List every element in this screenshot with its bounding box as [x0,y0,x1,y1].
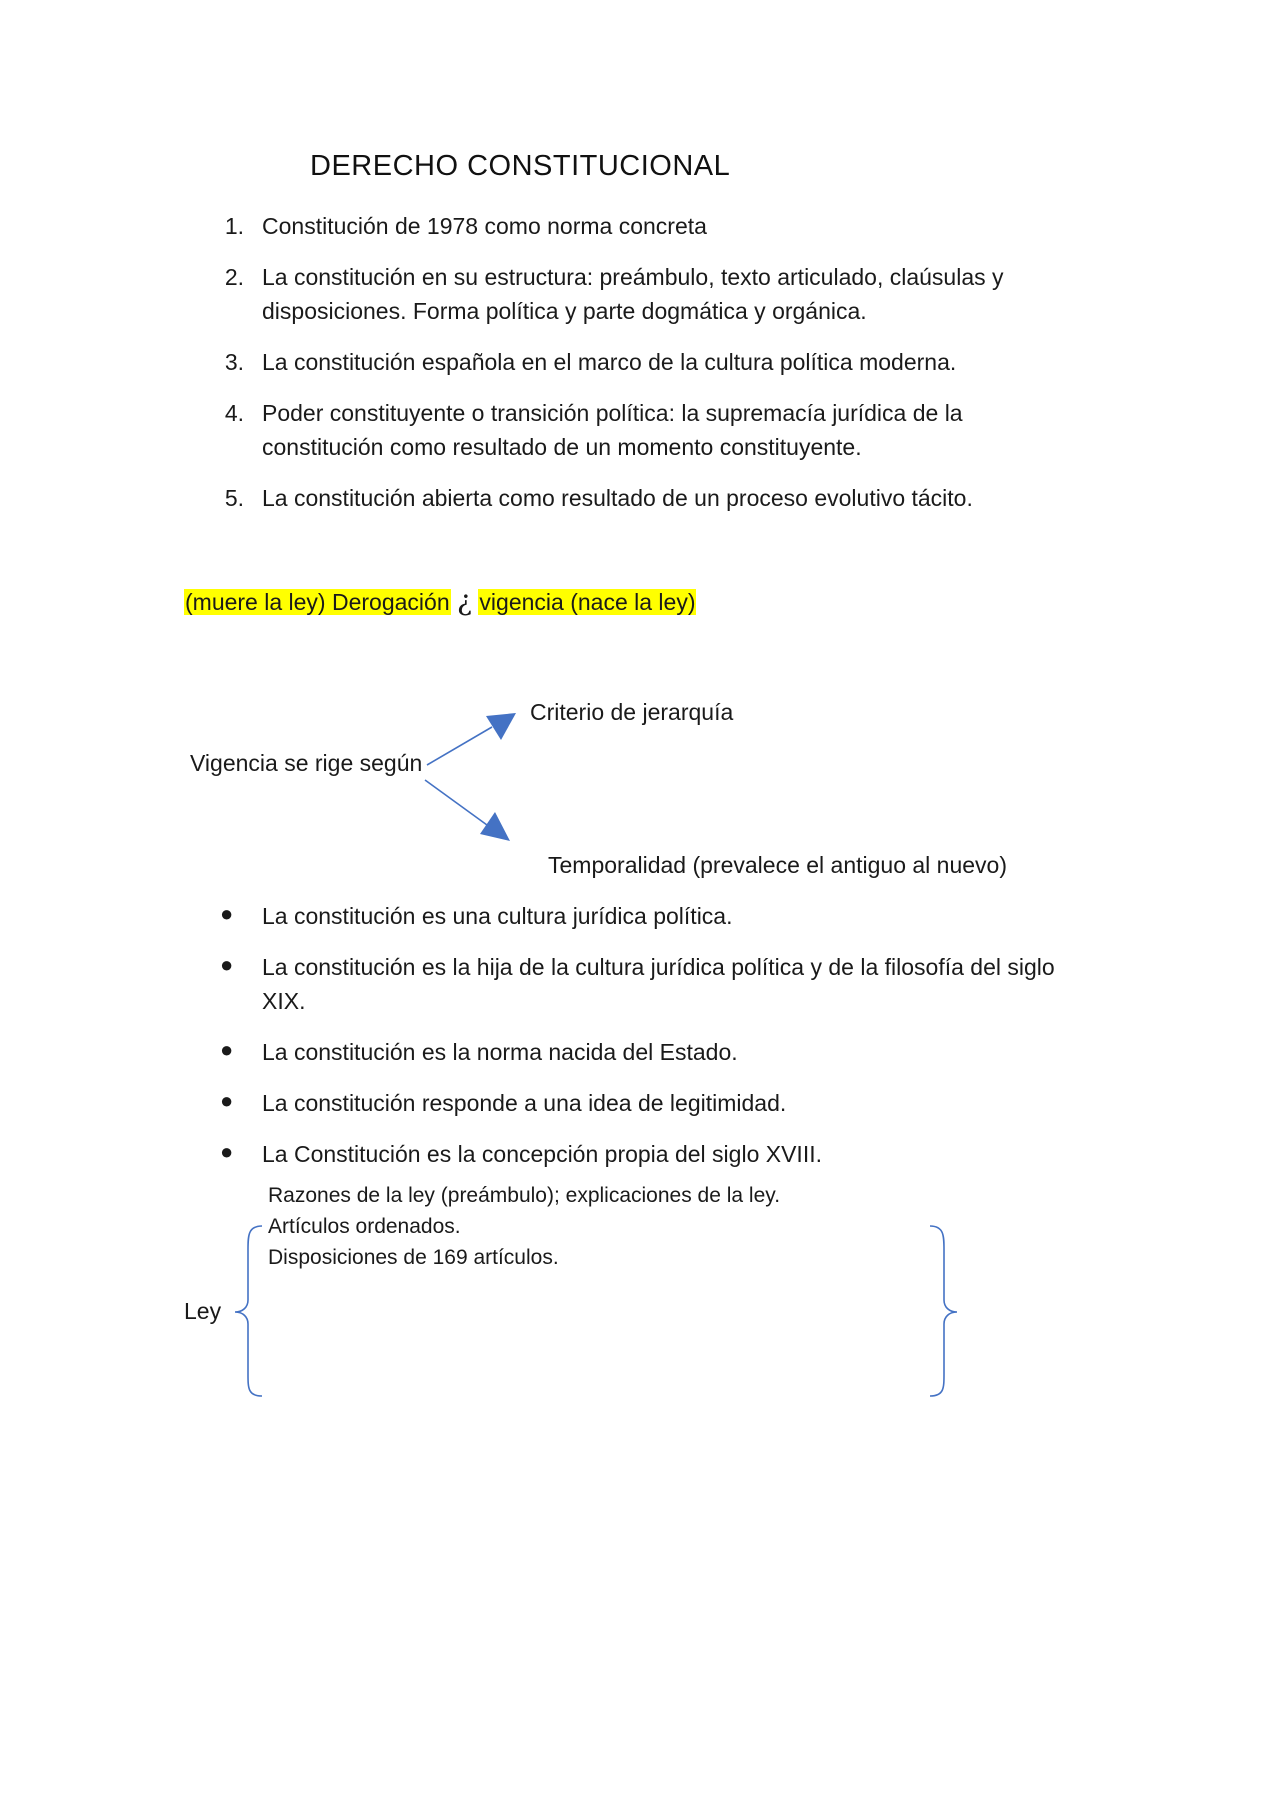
list-number: 5. [224,485,244,511]
bullet-item-text: La constitución responde a una idea de legitimidad. [262,1090,787,1116]
ley-line: Razones de la ley (preámbulo); explicaciones de la ley. [268,1184,781,1207]
bullet-dot: ● [220,901,234,926]
bullet-item-text: La Constitución es la concepción propia del siglo XVIII. [262,1141,822,1167]
highlight-vigencia: vigencia (nace la ley) [479,589,696,615]
ley-line: Disposiciones de 169 artículos. [268,1246,559,1269]
diagram-target-bottom-label: Temporalidad (prevalece el antiguo al nuevo) [548,852,1008,878]
bullet-dot: ● [220,952,234,977]
bullet-dot: ● [220,1088,234,1113]
inverted-question-glyph: ¿ [457,584,473,617]
diagram-source-label: Vigencia se rige según [190,750,423,776]
list-item-text: La constitución española en el marco de la cultura política moderna. [262,349,957,375]
highlight-derogacion: (muere la ley) Derogación [185,589,450,615]
list-item-text: La constitución en su estructura: preámbulo, texto articulado, claúsulas y [262,264,1004,290]
list-item-text: constitución como resultado de un momento constituyente. [262,434,862,460]
list-item-text: Poder constituyente o transición política: la supremacía jurídica de la [262,400,963,426]
diagram-target-top-label: Criterio de jerarquía [530,699,734,725]
ley-line: Artículos ordenados. [268,1215,461,1238]
list-number: 2. [224,264,244,290]
list-item-text: Constitución de 1978 como norma concreta [262,213,707,239]
list-item-text: disposiciones. Forma política y parte dogmática y orgánica. [262,298,867,324]
bullet-item-text: La constitución es la norma nacida del Estado. [262,1039,738,1065]
list-item-text: La constitución abierta como resultado de un proceso evolutivo tácito. [262,485,973,511]
bullet-item-text: La constitución es la hija de la cultura jurídica política y de la filosofía del siglo [262,954,1055,980]
bullet-dot: ● [220,1037,234,1062]
right-brace [930,1226,957,1396]
list-number: 1. [224,213,244,239]
bullet-item-text: La constitución es una cultura jurídica política. [262,903,733,929]
left-brace [235,1226,262,1396]
bullet-item-text: XIX. [262,988,306,1014]
ley-label: Ley [184,1298,222,1324]
list-number: 3. [224,349,244,375]
bullet-dot: ● [220,1139,234,1164]
list-number: 4. [224,400,244,426]
page-title: DERECHO CONSTITUCIONAL [310,150,731,182]
